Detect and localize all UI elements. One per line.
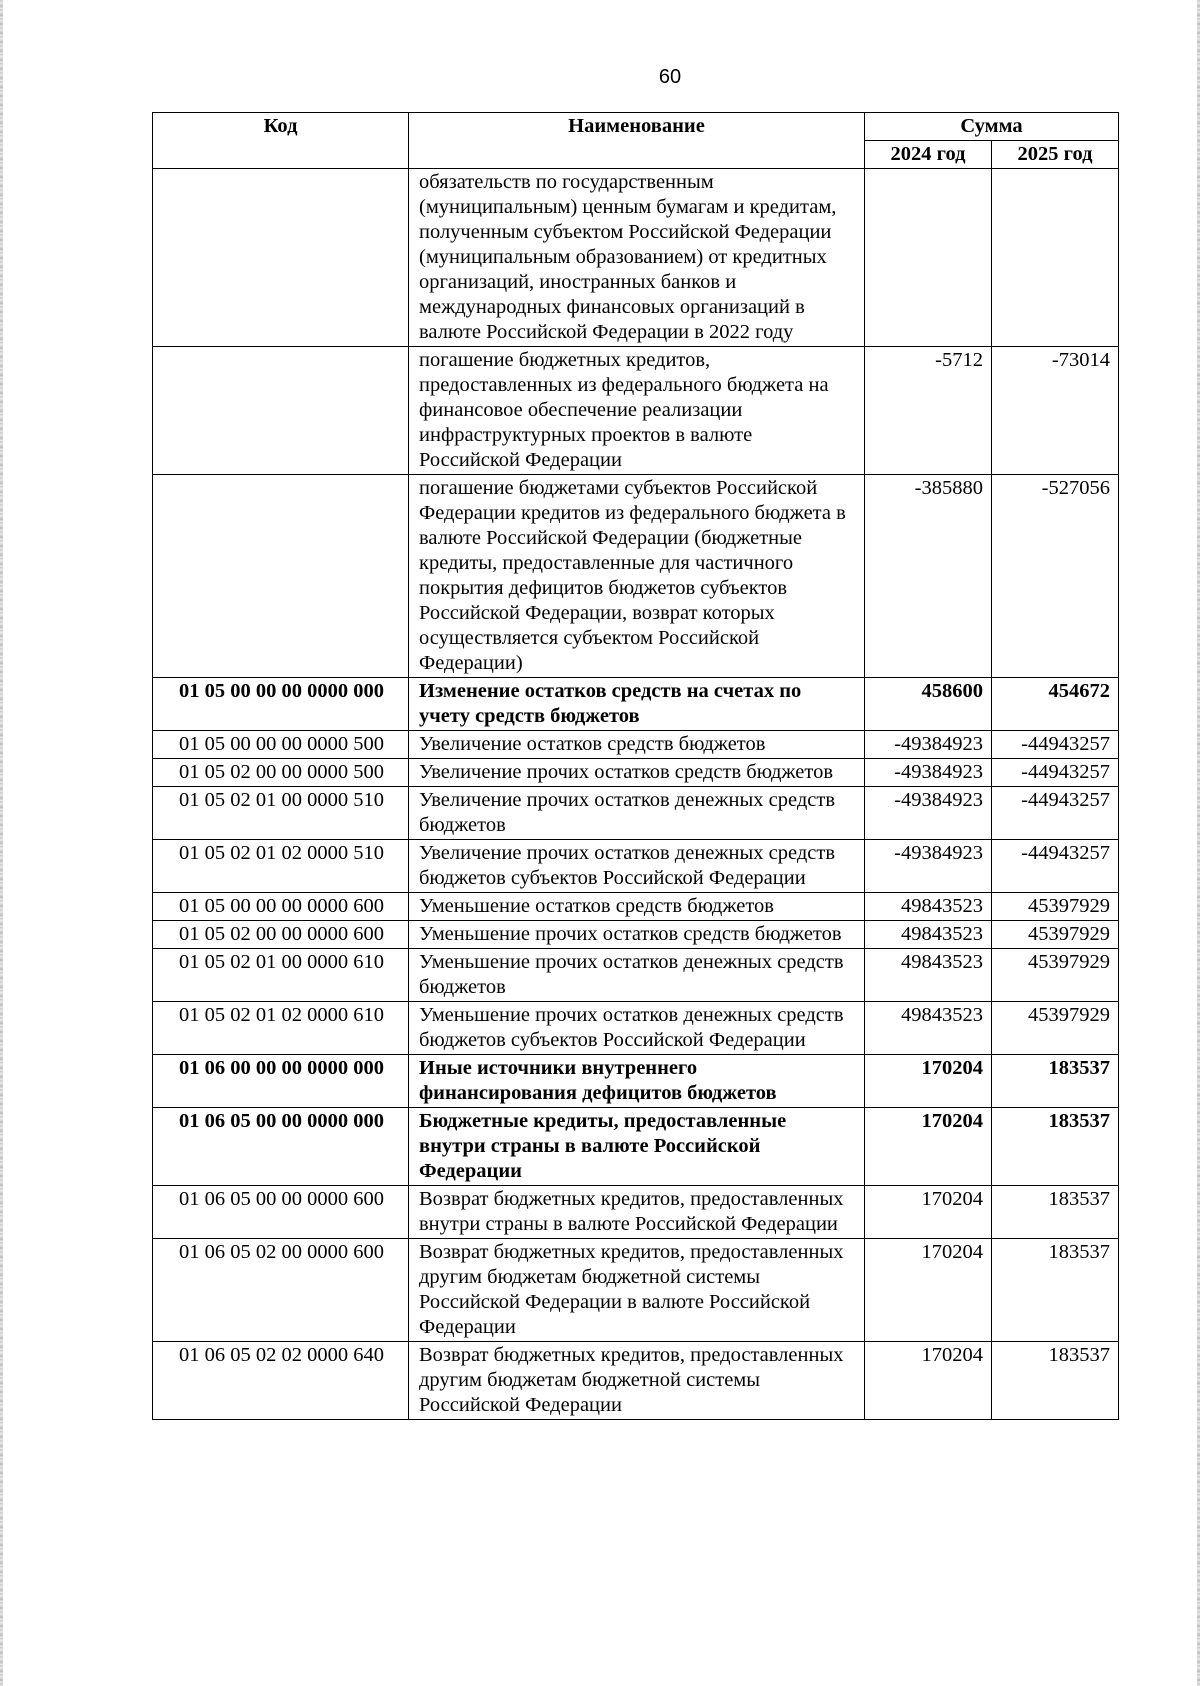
table-row [153,475,1119,678]
page-number: 60 [658,66,682,88]
header-name: Наименование [409,113,865,169]
header-year-2024: 2024 год [865,141,992,169]
row-name: погашение бюджетных кредитов, предоставленных из федерального бюджета на финансовое обеспечение реализации инфраструктурных проектов в валюте Российской Федерации [409,347,865,475]
row-code: 01 05 02 01 02 0000 510 [153,840,409,893]
row-amount-2025: 45397929 [992,1002,1119,1055]
table-row [153,731,1119,759]
row-name: обязательств по государственным (муниципальным) ценным бумагам и кредитам, полученным субъектом Российской Федерации (муниципальным образованием) от кредитных организаций, иностранных банков и международных финансовых организаций в валюте Российской Федерации в 2022 году [409,169,865,347]
row-code [153,475,409,678]
table-body [153,169,1119,1420]
row-name: Возврат бюджетных кредитов, предоставленных другим бюджетам бюджетной системы Российской Федерации [409,1342,865,1420]
row-amount-2025: 454672 [992,678,1119,731]
row-amount-2024: 49843523 [865,893,992,921]
row-name: Увеличение прочих остатков денежных средств бюджетов субъектов Российской Федерации [409,840,865,893]
row-code: 01 05 02 01 00 0000 510 [153,787,409,840]
scan-edge-left [0,0,3,1686]
row-name: Изменение остатков средств на счетах по учету средств бюджетов [409,678,865,731]
row-amount-2025: 45397929 [992,921,1119,949]
row-amount-2024: 170204 [865,1055,992,1108]
row-amount-2024: 458600 [865,678,992,731]
row-amount-2024: -385880 [865,475,992,678]
table-row [153,787,1119,840]
row-name: Увеличение остатков средств бюджетов [409,731,865,759]
table-row [153,893,1119,921]
table-row [153,678,1119,731]
table-row [153,949,1119,1002]
row-code: 01 05 02 00 00 0000 600 [153,921,409,949]
header-year-2025: 2025 год [992,141,1119,169]
row-amount-2025 [992,169,1119,347]
row-name: Увеличение прочих остатков денежных средств бюджетов [409,787,865,840]
row-name: Уменьшение остатков средств бюджетов [409,893,865,921]
row-amount-2024: -49384923 [865,840,992,893]
row-name: Иные источники внутреннего финансирования дефицитов бюджетов [409,1055,865,1108]
row-code: 01 05 00 00 00 0000 000 [153,678,409,731]
row-amount-2024: -5712 [865,347,992,475]
row-amount-2025: -44943257 [992,787,1119,840]
row-amount-2025: 183537 [992,1186,1119,1239]
row-name: Бюджетные кредиты, предоставленные внутри страны в валюте Российской Федерации [409,1108,865,1186]
table-row [153,840,1119,893]
row-amount-2024 [865,169,992,347]
row-amount-2024: -49384923 [865,759,992,787]
table-row [153,1186,1119,1239]
table-row [153,169,1119,347]
row-amount-2024: 49843523 [865,949,992,1002]
row-name: погашение бюджетами субъектов Российской Федерации кредитов из федерального бюджета в валюте Российской Федерации (бюджетные кредиты, предоставленные для частичного покрытия дефицитов бюджетов субъектов Российской Федерации, возврат которых осуществляется субъектом Российской Федерации) [409,475,865,678]
row-amount-2024: 49843523 [865,1002,992,1055]
row-amount-2025: 183537 [992,1342,1119,1420]
row-code: 01 06 05 02 02 0000 640 [153,1342,409,1420]
table-row [153,1002,1119,1055]
row-amount-2025: -44943257 [992,840,1119,893]
row-code: 01 05 00 00 00 0000 500 [153,731,409,759]
row-amount-2024: 170204 [865,1108,992,1186]
row-code: 01 05 02 01 02 0000 610 [153,1002,409,1055]
table-row [153,759,1119,787]
budget-table [152,112,1119,1420]
table-row [153,921,1119,949]
table-row [153,1239,1119,1342]
row-amount-2025: 183537 [992,1108,1119,1186]
row-code: 01 06 05 00 00 0000 600 [153,1186,409,1239]
row-amount-2025: 183537 [992,1239,1119,1342]
row-code: 01 06 05 00 00 0000 000 [153,1108,409,1186]
row-name: Возврат бюджетных кредитов, предоставленных внутри страны в валюте Российской Федерации [409,1186,865,1239]
row-name: Уменьшение прочих остатков денежных средств бюджетов [409,949,865,1002]
row-code: 01 06 00 00 00 0000 000 [153,1055,409,1108]
table-row [153,1055,1119,1108]
row-amount-2024: 170204 [865,1186,992,1239]
row-code: 01 05 02 00 00 0000 500 [153,759,409,787]
row-amount-2025: 45397929 [992,949,1119,1002]
row-amount-2025: -73014 [992,347,1119,475]
header-sum: Сумма [865,113,1119,141]
row-code: 01 05 00 00 00 0000 600 [153,893,409,921]
row-amount-2025: -527056 [992,475,1119,678]
table-row [153,347,1119,475]
row-name: Уменьшение прочих остатков средств бюджетов [409,921,865,949]
row-code: 01 05 02 01 00 0000 610 [153,949,409,1002]
row-amount-2024: 170204 [865,1342,992,1420]
row-amount-2024: -49384923 [865,787,992,840]
table-row [153,1108,1119,1186]
row-amount-2025: 183537 [992,1055,1119,1108]
row-amount-2024: 49843523 [865,921,992,949]
table-header [153,113,1119,169]
header-code: Код [153,113,409,169]
row-amount-2025: 45397929 [992,893,1119,921]
row-amount-2025: -44943257 [992,759,1119,787]
row-name: Увеличение прочих остатков средств бюджетов [409,759,865,787]
row-amount-2025: -44943257 [992,731,1119,759]
table-row [153,1342,1119,1420]
row-code: 01 06 05 02 00 0000 600 [153,1239,409,1342]
row-name: Возврат бюджетных кредитов, предоставленных другим бюджетам бюджетной системы Российской Федерации в валюте Российской Федерации [409,1239,865,1342]
row-name: Уменьшение прочих остатков денежных средств бюджетов субъектов Российской Федерации [409,1002,865,1055]
row-amount-2024: 170204 [865,1239,992,1342]
row-amount-2024: -49384923 [865,731,992,759]
row-code [153,169,409,347]
row-code [153,347,409,475]
